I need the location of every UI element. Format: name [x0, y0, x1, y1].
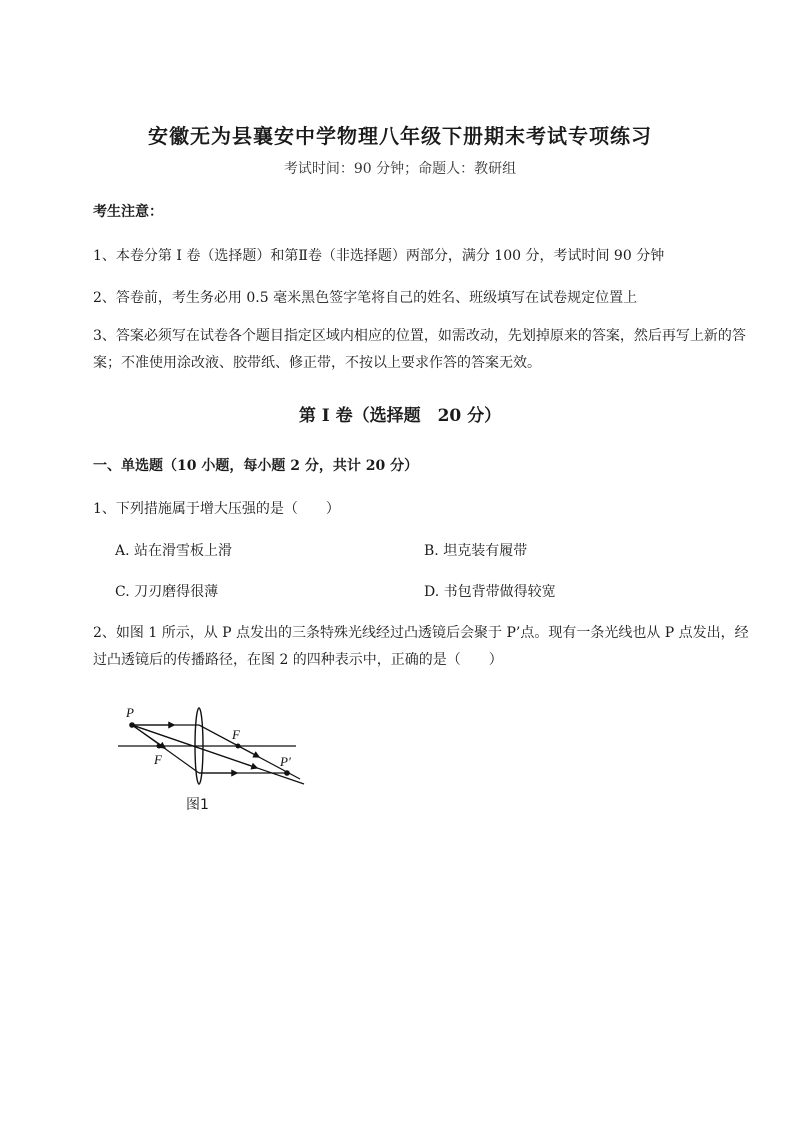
- page-title: 安徽无为县襄安中学物理八年级下册期末考试专项练习: [148, 124, 652, 148]
- part-heading: 一、单选题（10 小题，每小题 2 分，共计 20 分）: [93, 458, 419, 474]
- notice-item-3: 3、答案必须写在试卷各个题目指定区域内相应的位置，如需改动，先划掉原来的答案，然后再写上新的答案；不准使用涂改液、胶带纸、修正带，不按以上要求作答的答案无效。: [93, 328, 746, 371]
- notice-heading: 考生注意：: [93, 204, 163, 220]
- label-p: P: [126, 705, 134, 720]
- point-p: [129, 722, 135, 728]
- label-f-right: F: [232, 727, 240, 742]
- question-1-option-c: C. 刀刃磨得很薄: [115, 584, 219, 600]
- question-2-stem: 2、如图 1 所示，从 P 点发出的三条特殊光线经过凸透镜后会聚于 P’点。现有一条光线也从 P 点发出，经过凸透镜后的传播路径，在图 2 的四种表示中，正确的是（ ）: [93, 625, 749, 668]
- ray-parallel-out-arrow: [199, 725, 259, 757]
- question-1-option-b: B. 坦克装有履带: [424, 543, 528, 559]
- label-p-prime: P′: [280, 754, 291, 769]
- exam-info: 考试时间：90 分钟；命题人：教研组: [283, 161, 517, 177]
- lens-ray-diagram: [112, 702, 310, 818]
- question-1-option-a: A. 站在滑雪板上滑: [115, 543, 233, 559]
- notice-item-2: 2、答卷前，考生务必用 0.5 毫米黑色签字笔将自己的姓名、班级填写在试卷规定位置上: [93, 290, 638, 306]
- point-p-prime: [284, 770, 290, 776]
- point-f-left: [157, 744, 162, 749]
- figure-caption: 图1: [186, 797, 209, 813]
- section-title: 第 I 卷（选择题 20 分）: [298, 406, 502, 426]
- label-f-left: F: [154, 752, 162, 767]
- point-f-right: [236, 744, 241, 749]
- notice-item-1: 1、本卷分第 I 卷（选择题）和第Ⅱ卷（非选择题）两部分，满分 100 分，考试时间 90 分钟: [93, 248, 665, 264]
- question-1-option-d: D. 书包背带做得较宽: [424, 584, 556, 600]
- question-1-stem: 1、下列措施属于增大压强的是（ ）: [93, 501, 340, 517]
